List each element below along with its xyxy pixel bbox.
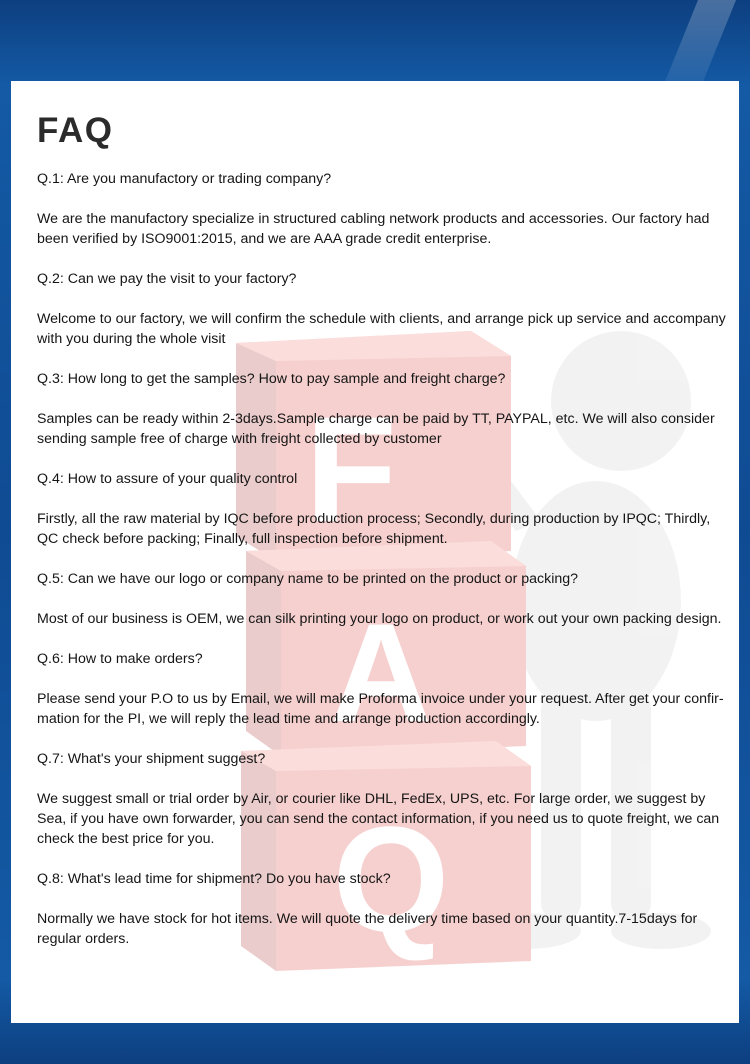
faq-question: Q.5: Can we have our logo or company name to be printed on the product or packing? xyxy=(37,571,579,587)
faq-item xyxy=(37,169,727,249)
faq-item xyxy=(37,369,727,449)
faq-question: Q.8: What's lead time for shipment? Do you have stock? xyxy=(37,871,391,887)
faq-list xyxy=(37,169,727,949)
faq-answer: Most of our business is OEM, we can silk printing your logo on product, or work out your own packing design. xyxy=(37,611,722,627)
faq-item xyxy=(37,869,727,949)
faq-content xyxy=(37,109,727,969)
faq-item xyxy=(37,569,727,629)
cube-letter-q: Q xyxy=(332,795,450,963)
faq-question: Q.3: How long to get the samples? How to pay sample and freight charge? xyxy=(37,371,506,387)
faq-answer: Samples can be ready within 2-3days.Sample charge can be paid by TT, PAYPAL, etc. We will also consider sending sample free of charge with freight collected by customer xyxy=(37,411,715,447)
faq-item xyxy=(37,749,727,849)
faq-question: Q.4: How to assure of your quality control xyxy=(37,471,298,487)
faq-question: Q.2: Can we pay the visit to your factory? xyxy=(37,271,297,287)
faq-answer: Welcome to our factory, we will confirm the schedule with clients, and arrange pick up service and accompany with you during the whole visit xyxy=(37,311,726,347)
faq-answer: Normally we have stock for hot items. We will quote the delivery time based on your quantity.7-15days for regular orders. xyxy=(37,911,698,947)
faq-question: Q.6: How to make orders? xyxy=(37,651,203,667)
cube-letter-a: A xyxy=(330,594,432,751)
faq-question: Q.1: Are you manufactory or trading company? xyxy=(37,171,332,187)
faq-answer: We are the manufactory specialize in structured cabling network products and accessories. Our factory had been verified by ISO9001:2015, and we are AAA grade credit enterprise. xyxy=(37,211,710,247)
faq-item xyxy=(37,469,727,549)
faq-answer: We suggest small or trial order by Air, or courier like DHL, FedEx, UPS, etc. For large order, we suggest by Sea, if you have own forwarder, you can send the contact information, if you need us to quote freight, we can check the best price for you. xyxy=(37,791,720,847)
faq-answer: Please send your P.O to us by Email, we will make Proforma invoice under your request. After get your confir-mation for the PI, we will reply the lead time and arrange production accordingly. xyxy=(37,691,724,727)
faq-question: Q.7: What's your shipment suggest? xyxy=(37,751,266,767)
faq-answer: Firstly, all the raw material by IQC before production process; Secondly, during production by IPQC; Thirdly, QC check before packing; Finally, full inspection before shipment. xyxy=(37,511,711,547)
cube-letter-f: F xyxy=(305,385,397,553)
faq-panel xyxy=(11,81,739,1023)
faq-item xyxy=(37,269,727,349)
page-title: FAQ xyxy=(37,111,114,150)
faq-item xyxy=(37,649,727,729)
